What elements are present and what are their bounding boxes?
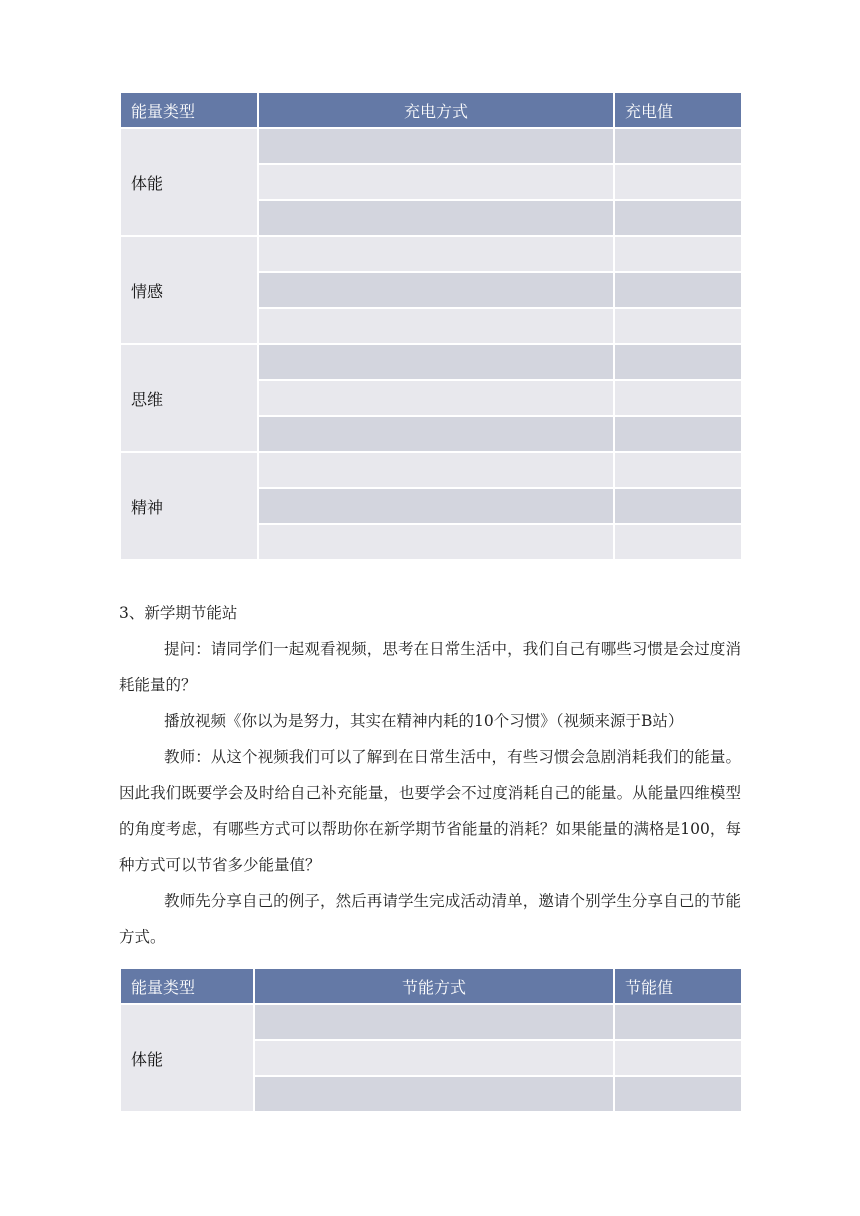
value-cell[interactable] — [614, 452, 742, 488]
charging-table — [119, 91, 743, 561]
method-cell[interactable] — [258, 200, 614, 236]
energy-type-cell: 精神 — [120, 452, 258, 560]
method-cell[interactable] — [258, 416, 614, 452]
value-cell[interactable] — [614, 236, 742, 272]
method-cell[interactable] — [258, 380, 614, 416]
paragraph: 播放视频《你以为是努力，其实在精神内耗的10个习惯》（视频来源于B站） — [164, 712, 684, 730]
paragraph: 教师先分享自己的例子，然后再请学生完成活动清单，邀请个别学生分享自己的节能方式。 — [119, 892, 741, 946]
table-row — [120, 344, 742, 380]
table-row — [120, 236, 742, 272]
value-cell[interactable] — [614, 128, 742, 164]
energy-type-cell: 体能 — [120, 1004, 254, 1112]
value-cell[interactable] — [614, 308, 742, 344]
value-cell[interactable] — [614, 416, 742, 452]
header-charge-method: 充电方式 — [258, 92, 614, 128]
value-cell[interactable] — [614, 1076, 742, 1112]
method-cell[interactable] — [258, 344, 614, 380]
value-cell[interactable] — [614, 524, 742, 560]
method-cell[interactable] — [258, 308, 614, 344]
value-cell[interactable] — [614, 488, 742, 524]
method-cell[interactable] — [258, 236, 614, 272]
energy-type-cell: 体能 — [120, 128, 258, 236]
header-save-method: 节能方式 — [254, 968, 614, 1004]
header-charge-value: 充电值 — [614, 92, 742, 128]
method-cell[interactable] — [254, 1076, 614, 1112]
method-cell[interactable] — [258, 524, 614, 560]
energy-type-cell: 情感 — [120, 236, 258, 344]
method-cell[interactable] — [254, 1004, 614, 1040]
method-cell[interactable] — [258, 128, 614, 164]
saving-table — [119, 967, 743, 1113]
method-cell[interactable] — [258, 452, 614, 488]
section-text — [119, 595, 741, 955]
value-cell[interactable] — [614, 200, 742, 236]
paragraph: 提问：请同学们一起观看视频，思考在日常生活中，我们自己有哪些习惯是会过度消耗能量的？ — [119, 640, 741, 694]
header-energy-type: 能量类型 — [120, 968, 254, 1004]
value-cell[interactable] — [614, 1004, 742, 1040]
method-cell[interactable] — [258, 488, 614, 524]
header-energy-type: 能量类型 — [120, 92, 258, 128]
energy-type-cell: 思维 — [120, 344, 258, 452]
table-row — [120, 128, 742, 164]
paragraph: 教师：从这个视频我们可以了解到在日常生活中，有些习惯会急剧消耗我们的能量。因此我们既要学会及时给自己补充能量，也要学会不过度消耗自己的能量。从能量四维模型的角度考虑，有哪些方式可以帮助你在新学期节省能量的消耗？如果能量的满格是100，每种方式可以节省多少能量值？ — [119, 748, 741, 874]
table-header-row — [120, 92, 742, 128]
table-header-row — [120, 968, 742, 1004]
method-cell[interactable] — [254, 1040, 614, 1076]
value-cell[interactable] — [614, 272, 742, 308]
value-cell[interactable] — [614, 380, 742, 416]
value-cell[interactable] — [614, 164, 742, 200]
table-row — [120, 452, 742, 488]
value-cell[interactable] — [614, 1040, 742, 1076]
section-heading: 3、新学期节能站 — [119, 604, 238, 622]
method-cell[interactable] — [258, 164, 614, 200]
table-row — [120, 1004, 742, 1040]
header-save-value: 节能值 — [614, 968, 742, 1004]
method-cell[interactable] — [258, 272, 614, 308]
value-cell[interactable] — [614, 344, 742, 380]
